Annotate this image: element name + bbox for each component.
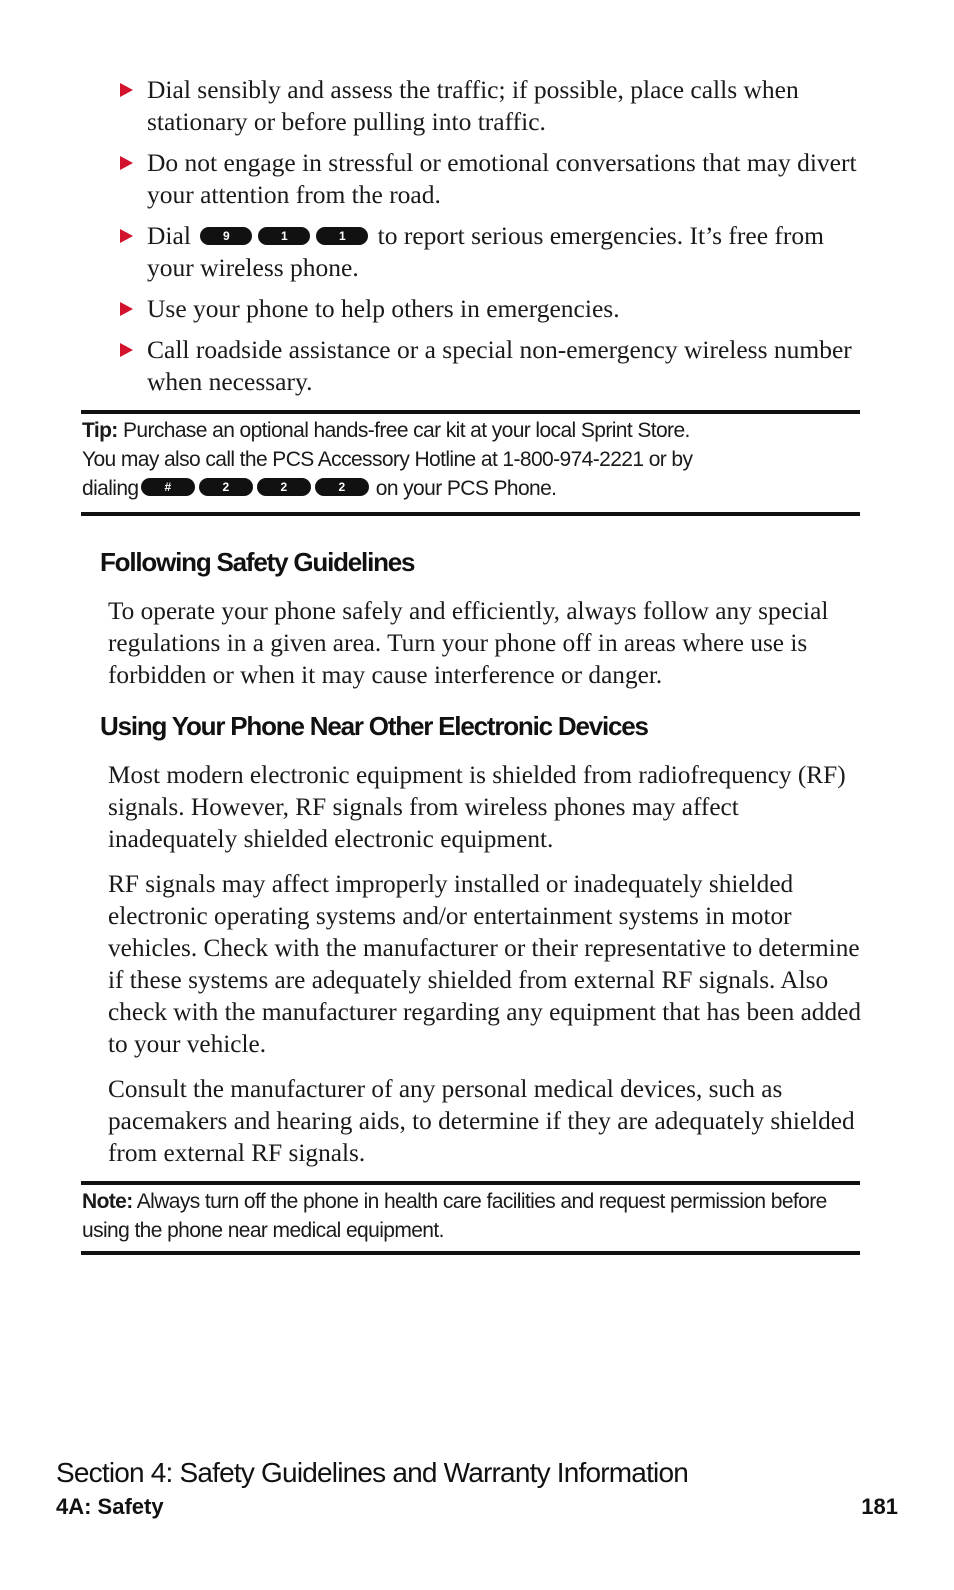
paragraph: RF signals may affect improperly installed or inadequately shielded electronic operating systems and/or entertainment systems in motor vehicles. Check with the manufacturer or their representative to determine if these systems are adequately shielded from external RF signals. Also check with the manufacturer regarding any equipment that has been added to your vehicle. [108, 870, 861, 1058]
bullet-arrow-icon [120, 229, 133, 243]
section-heading: Using Your Phone Near Other Electronic Devices [100, 711, 648, 741]
paragraph: Consult the manufacturer of any personal medical devices, such as pacemakers and hearing aids, to determine if they are adequately shielded from external RF signals. [108, 1075, 855, 1167]
note-label: Note: [82, 1190, 133, 1213]
tip-line-1 [82, 416, 872, 445]
bullet-item [120, 334, 860, 398]
tip-box [82, 416, 872, 503]
key-2-icon: 2 [315, 478, 369, 496]
paragraph: Most modern electronic equipment is shielded from radiofrequency (RF) signals. However, RF signals from wireless phones may affect inadequately shielded electronic equipment. [108, 761, 846, 853]
paragraph: To operate your phone safely and efficiently, always follow any special regulations in a given area. Turn your phone off in areas where use is forbidden or when it may cause interference or danger. [108, 597, 829, 689]
bullet-arrow-icon [120, 156, 133, 170]
tip-top-rule [81, 410, 860, 414]
bullet-item [120, 293, 860, 325]
bullet-text: Do not engage in stressful or emotional conversations that may divert your attention from the road. [147, 148, 857, 209]
tip-text-3-prefix: dialing [82, 477, 139, 500]
tip-line-2: You may also call the PCS Accessory Hotline at 1-800-974-2221 or by [82, 448, 693, 471]
key-1-icon: 1 [316, 227, 368, 245]
tip-bottom-rule [81, 512, 860, 516]
bullet-item [120, 147, 860, 211]
tip-line-3 [82, 474, 872, 503]
section-heading: Following Safety Guidelines [100, 547, 415, 577]
key-2-icon: 2 [257, 478, 311, 496]
bullet-text: Use your phone to help others in emergencies. [147, 294, 620, 323]
bullet-text: Dial sensibly and assess the traffic; if possible, place calls when stationary or before pulling into traffic. [147, 75, 799, 136]
key-hash-icon: # [141, 478, 195, 496]
page-number: 181 [861, 1494, 898, 1519]
bullet-arrow-icon [120, 302, 133, 316]
footer-section-title: Section 4: Safety Guidelines and Warranty Information [56, 1457, 689, 1488]
key-2-icon: 2 [199, 478, 253, 496]
bullet-item [120, 220, 860, 284]
bullet-arrow-icon [120, 83, 133, 97]
note-bottom-rule [81, 1251, 860, 1255]
bullet-item [120, 74, 860, 138]
note-top-rule [81, 1181, 860, 1185]
bullet-list [120, 74, 860, 407]
note-box [82, 1187, 872, 1245]
tip-label: Tip: [82, 419, 118, 442]
key-9-icon: 9 [200, 227, 252, 245]
tip-text-1: Purchase an optional hands-free car kit at your local Sprint Store. [122, 419, 690, 442]
bullet-arrow-icon [120, 343, 133, 357]
bullet-text-prefix: Dial [147, 221, 191, 250]
bullet-text: Call roadside assistance or a special non-emergency wireless number when necessary. [147, 335, 852, 396]
key-1-icon: 1 [258, 227, 310, 245]
bullet-text-suffix: to report serious emergencies. It’s free from your wireless phone. [147, 221, 824, 282]
note-text: Always turn off the phone in health care facilities and request permission before using the phone near medical equipment. [82, 1190, 827, 1242]
footer-subsection: 4A: Safety [56, 1494, 164, 1519]
tip-text-3-suffix: on your PCS Phone. [375, 477, 557, 500]
